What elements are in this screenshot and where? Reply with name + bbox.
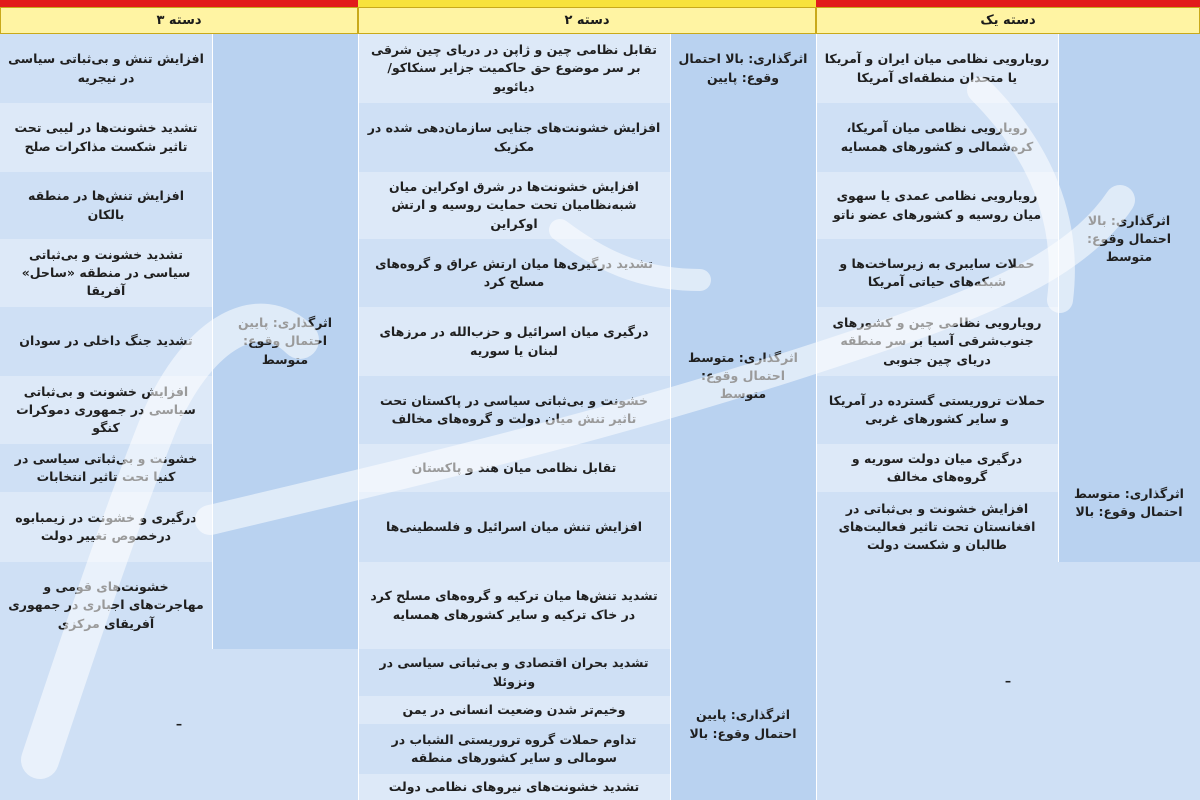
cat3-item: افزایش تنش‌ها در منطقه بالکان <box>0 172 212 239</box>
cat1-item: رویارویی نظامی چین و کشورهای جنوب‌شرقی آسیا بر سر منطقه دریای چین جنوبی <box>816 307 1058 376</box>
cat2-item: تقابل نظامی میان هند و پاکستان <box>358 444 670 492</box>
cat2-item: تشدید تنش‌ها میان ترکیه و گروه‌های مسلح کرد در خاک ترکیه و سایر کشورهای همسایه <box>358 562 670 649</box>
cat3-item: افزایش تنش و بی‌ثباتی سیاسی در نیجریه <box>0 34 212 103</box>
cat1-item: رویارویی نظامی عمدی یا سهوی میان روسیه و کشورهای عضو ناتو <box>816 172 1058 239</box>
cat2-item: خشونت و بی‌ثباتی سیاسی در پاکستان تحت تاثیر تنش میان دولت و گروه‌های مخالف <box>358 376 670 444</box>
grid-line <box>670 34 671 800</box>
cat3-item: خشونت‌های قومی و مهاجرت‌های اجباری در جمهوری آفریقای مرکزی <box>0 562 212 649</box>
cat3-label-low-medium: اثرگذاری: پایین احتمال وقوع: متوسط <box>212 34 358 649</box>
header-category-2: دسته ۲ <box>358 7 816 34</box>
cat2-item: تقابل نظامی چین و ژاپن در دریای چین شرقی بر سر موضوع حق حاکمیت جزایر سنکاکو/ دیائویو <box>358 34 670 103</box>
cat3-item: افزایش خشونت و بی‌ثباتی سیاسی در جمهوری دموکرات کنگو <box>0 376 212 444</box>
cat1-item: حملات تروریستی گسترده در آمریکا و سایر کشورهای غربی <box>816 376 1058 444</box>
cat2-item: افزایش خشونت‌های جنایی سازمان‌دهی شده در مکزیک <box>358 103 670 172</box>
cat2-label-high-low: اثرگذاری: بالا احتمال وقوع: پایین <box>670 34 816 103</box>
cat3-item: تشدید خشونت‌ها در لیبی تحت تاثیر شکست مذاکرات صلح <box>0 103 212 172</box>
cat2-item: تشدید درگیری‌ها میان ارتش عراق و گروه‌های مسلح کرد <box>358 239 670 307</box>
cat3-item: خشونت و بی‌ثباتی سیاسی در کنیا تحت تاثیر انتخابات <box>0 444 212 492</box>
grid-line <box>1058 34 1059 562</box>
grid-line <box>212 34 213 649</box>
cat1-empty-dash: – <box>816 562 1200 800</box>
cat3-item: تشدید جنگ داخلی در سودان <box>0 307 212 376</box>
cat2-item: افزایش تنش میان اسرائیل و فلسطینی‌ها <box>358 492 670 562</box>
cat2-item: وخیم‌تر شدن وضعیت انسانی در یمن <box>358 696 670 724</box>
cat1-item: درگیری میان دولت سوریه و گروه‌های مخالف <box>816 444 1058 492</box>
cat2-label-medium-medium: اثرگذاری: متوسط احتمال وقوع: متوسط <box>670 103 816 649</box>
cat2-item: تشدید بحران اقتصادی و بی‌ثباتی سیاسی در ونزوئلا <box>358 649 670 696</box>
cat1-label-high-medium: اثرگذاری: بالا احتمال وقوع: متوسط <box>1058 34 1200 444</box>
cat2-item: درگیری میان اسرائیل و حزب‌الله در مرزهای لبنان یا سوریه <box>358 307 670 376</box>
top-yellow-strip <box>358 0 816 7</box>
cat2-item: تداوم حملات گروه تروریستی الشباب در سومالی و سایر کشورهای منطقه <box>358 724 670 774</box>
cat3-item: تشدید خشونت و بی‌ثباتی سیاسی در منطقه «ساحل» آفریقا <box>0 239 212 307</box>
cat1-label-medium-high: اثرگذاری: متوسط احتمال وقوع: بالا <box>1058 444 1200 562</box>
header-category-3: دسته ۳ <box>0 7 358 34</box>
cat3-empty-dash: – <box>0 649 358 800</box>
cat2-item: افزایش خشونت‌ها در شرق اوکراین میان شبه‌نظامیان تحت حمایت روسیه و ارتش اوکراین <box>358 172 670 239</box>
grid-line <box>358 34 359 800</box>
cat1-item: افزایش خشونت و بی‌ثباتی در افغانستان تحت تاثیر فعالیت‌های طالبان و شکست دولت <box>816 492 1058 562</box>
cat1-item: حملات سایبری به زیرساخت‌ها و شبکه‌های حیاتی آمریکا <box>816 239 1058 307</box>
cat1-item: رویارویی نظامی میان آمریکا، کره‌شمالی و کشورهای همسایه <box>816 103 1058 172</box>
grid-line <box>816 34 817 800</box>
cat2-item: تشدید خشونت‌های نیروهای نظامی دولت <box>358 774 670 800</box>
cat3-item: درگیری و خشونت در زیمبابوه درخصوص تغییر دولت <box>0 492 212 562</box>
header-category-1: دسته یک <box>816 7 1200 34</box>
cat2-label-low-high: اثرگذاری: پایین احتمال وقوع: بالا <box>670 649 816 800</box>
cat1-item: رویارویی نظامی میان ایران و آمریکا یا متحدان منطقه‌ای آمریکا <box>816 34 1058 103</box>
